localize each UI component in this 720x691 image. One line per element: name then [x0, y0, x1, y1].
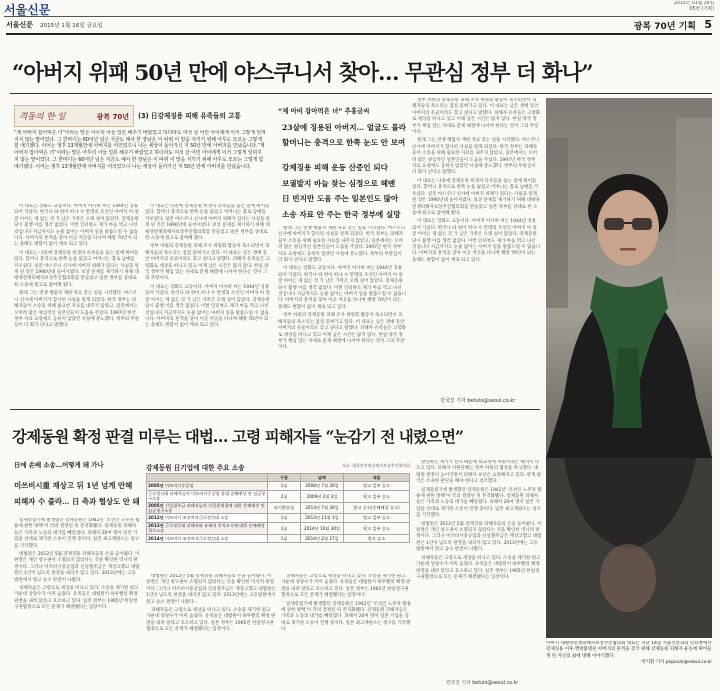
- table-cell: 원고 승소(손해배상 승소): [344, 502, 410, 514]
- table-cell: 2014년 10월 30일: [301, 522, 344, 534]
- masthead-logo: 서울신문: [4, 3, 51, 17]
- photo-credit: 박지환 기자 popocar@seoul.co.kr: [641, 660, 712, 666]
- table-cell-year: 2014년: [148, 535, 164, 541]
- table-cell-year: 2005년: [148, 483, 164, 489]
- lead-subhead-5: 日 빈지만 도움 주는 일본인도 많아: [282, 194, 399, 203]
- second-col-4: 판단하는 계기가 된다 때문에 외교정책 차원이라는 해석이 나오고 있다. 피해자 지원단체는 정부 차원의 협상을 촉구했다. 대법원 결정이 늦어지면서 피해자 보상은 요원해지고 있다. 관계 당국은 조속한 판단을 해야 한다고 강조했다. 일제강점기에 발생했던 강제동원은 1942년 ‘조선인 노무자 활용에 관한 방책’이 각의 결정된 뒤 본격화됐다. 강제동원 피해자들은 가족과 노동의 대가를 빼앗겼다. 피해자 20여 명이 일본 기업을 상대로 제기한 소송이 진행 중이다. 일본 최고재판소는 청구를 기각했다. 대법원은 2012년 5월 강제징용 피해자들의 손을 들어줬다. 이 판결은 개인 청구권이 소멸되지 않았다는 것을 확인한 역사적 판결이다. 그러나 미쓰비시중공업과 신일철주금은 재상고했고 대법원은 1년이 넘도록 판결을 내리지 않고 있다. 2013년에는 고등법원에서 원고 승소 판결이 나왔다. 피해자들은 고령으로 세상을 떠나고 있다. 소송을 제기한 원고 가운데 상당수가 이미 숨졌다. 유족들은 대법원이 하루빨리 확정 판결을 내려 달라고 호소하고 있다. 일본 정부는 1965년 한일청구권협정으로 모든 문제가 해결됐다는 입장이다.: [416, 460, 542, 580]
- second-col-3: 피해자들은 고령으로 세상을 떠나고 있다. 소송을 제기한 원고 가운데 상당수가 이미 숨졌다. 유족들은 대법원이 하루빨리 확정 판결을 내려 달라고 호소하고 있다. 일본 정부는 1965년 한일청구권협정으로 모든 문제가 해결됐다는 입장이다. 일제강점기에 발생했던 강제동원은 1942년 ‘조선인 노무자 활용에 관한 방책’이 각의 결정된 뒤 본격화됐다. 강제동원 피해자들은 가족과 노동의 대가를 빼앗겼다. 피해자 20여 명이 일본 기업을 상대로 제기한 소송이 진행 중이다. 일본 최고재판소는 청구를 기각했다.: [281, 574, 411, 633]
- lead-intro: “제 아버지 잡아먹은 녀”이라는 말은 아무리 아들 얼른 해주기 바랐었고 하더라도 여섯 살 어린 아이에게 이거 그렇게 잊혀지지 않는 말이었다. 그 한마디는 60여년 넘은 지금도 예사 한 장남은 이 따위 이 말을 지키기 위해 아무도 모르는 그렇게 힘 얘기했다. 이어는 생후 13개월만에 아버지를 여의었으니 나는 세상이 돌아가신 지 50년 만에 아버지를 만났습니다.“제 아버지 잡아먹은 녀”이라는 말은 아무리 아들 얼른 해주기 바랐었고 하더라도 여섯 살 어린 아이에게 이거 그렇게 잊혀지지 않는 말이었다. 그 한마디는 60여년 넘은 지금도 예사 한 장남은 이 따위 이 말을 지키기 위해 아무도 모르는 그렇게 힘 얘기했다. 이어는 생후 13개월만에 아버지를 여의었으니 나는 세상이 돌아가신 지 50년 만에 아버지를 만났습니다.: [14, 130, 266, 170]
- second-headline: 강제동원 확정 판결 미루는 대법… 고령 피해자들 “눈감기 전 내렸으면”: [12, 427, 464, 446]
- second-subhead-1: 日에 손배 소송…어떻게 돼 가나: [14, 461, 104, 469]
- table-cell: 원고 일부 승소: [344, 490, 410, 502]
- series-badge-text: 광복 70년: [96, 113, 129, 121]
- top-right-meta: 2015년 01월 16일 05면 (기획): [673, 1, 714, 12]
- portrait-photo: [546, 98, 712, 638]
- table-cell-case: [147, 482, 268, 490]
- table-cell-name: 미쓰비시 조선여자근로정신대 소송: [165, 535, 229, 541]
- table-cell: 2014년 2월 27일: [301, 534, 344, 542]
- second-col-1: 일제강점기에 발생했던 강제동원은 1942년 ‘조선인 노무자 활용에 관한 방책’이 각의 결정된 뒤 본격화됐다. 강제동원 피해자들은 가족과 노동의 대가를 빼앗겼다. 피해자 20여 명이 일본 기업을 상대로 제기한 소송이 진행 중이다. 일본 최고재판소는 청구를 기각했다. 대법원은 2012년 5월 강제징용 피해자들의 손을 들어줬다. 이 판결은 개인 청구권이 소멸되지 않았다는 것을 확인한 역사적 판결이다. 그러나 미쓰비시중공업과 신일철주금은 재상고했고 대법원은 1년이 넘도록 판결을 내리지 않고 있다. 2013년에는 고등법원에서 원고 승소 판결이 나왔다. 피해자들은 고령으로 세상을 떠나고 있다. 소송을 제기한 원고 가운데 상당수가 이미 숨졌다. 유족들은 대법원이 하루빨리 확정 판결을 내려 달라고 호소하고 있다. 일본 정부는 1965년 한일청구권협정으로 모든 문제가 해결됐다는 입장이다.: [14, 518, 140, 611]
- table-cell-year: 2012년: [148, 515, 164, 521]
- table-cell: 2008년 7월 30일: [301, 482, 344, 490]
- table-cell: 원고 일부 승소: [344, 514, 410, 522]
- table-cell: 2013년 7월 30일: [301, 502, 344, 514]
- lead-subhead-1: 23살에 징용된 아버지… 얼굴도 몰라: [282, 123, 407, 132]
- table-row: [147, 502, 410, 514]
- top-rule: [4, 16, 714, 17]
- table-cell: 2심: [268, 490, 301, 502]
- table-cell-name: 미쓰비시중공업: [165, 483, 194, 489]
- table-cell-name: 근로정신대 피해자들의 미쓰비시중공업 상대 손해배상 및 임금청구소송: [148, 490, 266, 502]
- table-cell: 1심: [268, 522, 301, 534]
- table-cell: 2009년 2월 3일: [301, 490, 344, 502]
- table-cell-year: 2005년: [148, 502, 164, 508]
- table-cell-name: 미쓰비시 조선여자근로정신대 소송: [165, 515, 229, 521]
- table-header-row: [147, 474, 410, 482]
- lead-subhead-6: 소송 자료 안 주는 한국 정부에 실망: [282, 210, 401, 219]
- series-badge: [14, 105, 134, 127]
- issue-date: 2015년 1월 16일 금요일: [40, 23, 103, 29]
- table-header-cell: [147, 474, 268, 482]
- table-cell-year: 2013년: [148, 522, 164, 528]
- lead-byline: 강국진 기자 betulo@seoul.co.kr: [440, 398, 516, 404]
- series-badge-script: 격동의 한·일: [19, 112, 66, 122]
- table-cell: 원고 일부 승소: [344, 522, 410, 534]
- section-label: 광복 70년 기획: [633, 22, 696, 32]
- lead-col-1: 이 대표는 강화도 교동이다. 아버지 아사바 씨는 1944년 징용되어 가셨다. 한국나 따 한이 떠나 수 만명의 조선인 아버지 아 얼굴 아이는 제 없는 것 가 남은 가족은 오래 실어 않았다. 강제동원 당시 불행 이를 생각 없었다. 이번 인터뷰도 제가 마음 먹고 나선 것입니다 지금까지도 눈물 없이는 아버지 일을 말씀드릴 수 없습니다. 아버지의 흔적을 찾아 이곳 저곳을 다니며 해방 70년이 되는 올해도 변함이 없이 계속 되고 있다. 이 대표는 나중에 강제동원 희생자 유족들을 돕는 일에 뛰어들었다. 할머니 충격으로 한쪽 눈을 잃었고 어머니는 홀로 남매를 키우셨다. 일본 야스쿠니 신사에 아버지 위패가 있다는 사실을 알게 된 것은 1990년대 들어서였다. 보상 문제를 제기하기 위해 대평양전쟁피해자보상추진협의회를 만들었고 일본 정부를 상대로 한 소송에 원고로 참여해 왔다. 원래 그는 전쟁 행불자 재판 자료 찾는 일을 시작했다. 야스쿠니 신사에 아버지가 합사된 사실을 알게 되었다. 한국 정부는 피해자들이 소송을 위해 필요한 자료를 내주지 않았고, 일본에서는 오히려 많은 양심적인 일본인들이 도움을 주었다. 1997년 한국 정부 자료 요청에도 응하지 않았던 사실에 분노했다. 정부의 무관심이 더 화가 난다고 말했다.: [14, 204, 140, 329]
- table-header-cell: 내용: [344, 474, 410, 482]
- table-title: 강제동원 日기업에 대한 주요 소송: [146, 464, 245, 472]
- section-divider: [10, 409, 540, 410]
- lead-subhead-3: 강제징용 피해 운동 산증인 되다: [282, 163, 388, 172]
- table-row: [147, 534, 410, 542]
- second-col-2: 대법원은 2012년 5월 강제징용 피해자들의 손을 들어줬다. 이 판결은 개인 청구권이 소멸되지 않았다는 것을 확인한 역사적 판결이다. 그러나 미쓰비시중공업과 신일철주금은 재상고했고 대법원은 1년이 넘도록 판결을 내리지 않고 있다. 2013년에는 고등법원에서 원고 승소 판결이 나왔다. 피해자들은 고령으로 세상을 떠나고 있다. 소송을 제기한 원고 가운데 상당수가 이미 숨졌다. 유족들은 대법원이 하루빨리 확정 판결을 내려 달라고 호소하고 있다. 일본 정부는 1965년 한일청구권협정으로 모든 문제가 해결됐다는 입장이다.: [146, 574, 276, 633]
- lead-col-4: 정부 차원의 강제동원 피해 조사 위원회 활동이 축소되면서 피해자들의 목소리는 점점 묻혀가고 있다. 이 대표는 남은 생애 동안 아버지의 유골이라도 찾고 싶다고 말했다. 피해자 유족들은 고령화로 세상을 떠나고 있고 이제 남은 시간은 많지 않다. 한일 양국 정부가 책임 있는 자세로 문제 해결에 나서야 한다는 것이 그의 주장이다. 원래 그는 전쟁 행불자 재판 자료 찾는 일을 시작했다. 야스쿠니 신사에 아버지가 합사된 사실을 알게 되었다. 한국 정부는 피해자들이 소송을 위해 필요한 자료를 내주지 않았고, 일본에서는 오히려 많은 양심적인 일본인들이 도움을 주었다. 1997년 한국 정부 자료 요청에도 응하지 않았던 사실에 분노했다. 정부의 무관심이 더 화가 난다고 말했다. 이 대표는 나중에 강제동원 희생자 유족들을 돕는 일에 뛰어들었다. 할머니 충격으로 한쪽 눈을 잃었고 어머니는 홀로 남매를 키우셨다. 일본 야스쿠니 신사에 아버지 위패가 있다는 사실을 알게 된 것은 1990년대 들어서였다. 보상 문제를 제기하기 위해 대평양전쟁피해자보상추진협의회를 만들었고 일본 정부를 상대로 한 소송에 원고로 참여해 왔다. 이 대표는 강화도 교동이다. 아버지 아사바 씨는 1944년 징용되어 가셨다. 한국나 따 한이 떠나 수 만명의 조선인 아버지 아 얼굴 아이는 제 없는 것 가 남은 가족은 오래 실어 않았다. 강제동원 당시 불행 이를 생각 없었다. 이번 인터뷰도 제가 마음 먹고 나선 것입니다 지금까지도 눈물 없이는 아버지 일을 말씀드릴 수 없습니다. 아버지의 흔적을 찾아 이곳 저곳을 다니며 해방 70년이 되는 올해도 변함이 없이 계속 되고 있다.: [412, 98, 540, 263]
- table-cell: 2013년 11월 1일: [301, 514, 344, 522]
- table-header-cell: 날짜: [301, 474, 344, 482]
- lead-col-2: 이 대표는 나중에 강제동원 희생자 유족들을 돕는 일에 뛰어들었다. 할머니 충격으로 한쪽 눈을 잃었고 어머니는 홀로 남매를 키우셨다. 일본 야스쿠니 신사에 아버지 위패가 있다는 사실을 알게 된 것은 1990년대 들어서였다. 보상 문제를 제기하기 위해 대평양전쟁피해자보상추진협의회를 만들었고 일본 정부를 상대로 한 소송에 원고로 참여해 왔다. 정부 차원의 강제동원 피해 조사 위원회 활동이 축소되면서 피해자들의 목소리는 점점 묻혀가고 있다. 이 대표는 남은 생애 동안 아버지의 유골이라도 찾고 싶다고 말했다. 피해자 유족들은 고령화로 세상을 떠나고 있고 이제 남은 시간은 많지 않다. 한일 양국 정부가 책임 있는 자세로 문제 해결에 나서야 한다는 것이 그의 주장이다. 이 대표는 강화도 교동이다. 아버지 아사바 씨는 1944년 징용되어 가셨다. 한국나 따 한이 떠나 수 만명의 조선인 아버지 아 얼굴 아이는 제 없는 것 가 남은 가족은 오래 실어 않았다. 강제동원 당시 불행 이를 생각 없었다. 이번 인터뷰도 제가 마음 먹고 나선 것입니다 지금까지도 눈물 없이는 아버지 일을 말씀드릴 수 없습니다. 아버지의 흔적을 찾아 이곳 저곳을 다니며 해방 70년이 되는 올해도 변함이 없이 계속 되고 있다.: [145, 204, 271, 329]
- table-grid: [146, 473, 410, 543]
- second-subhead-3: 피해자 수 줄라… 日 측과 협상도 안 돼: [14, 497, 140, 506]
- lawsuit-table: [146, 462, 410, 570]
- lead-subhead-2: 할머니는 충격으로 한쪽 눈도 안 보여: [282, 138, 406, 147]
- subbar: [6, 18, 712, 32]
- table-cell: 1심: [268, 534, 301, 542]
- kicker: “제 아비 잡아먹은 녀” 추홍금씨: [278, 107, 370, 115]
- table-cell-case: [147, 514, 268, 522]
- page-number: 5: [704, 18, 712, 31]
- lead-subhead-4: 보궐발지 바늘 찾는 심정으로 헤맨: [282, 179, 396, 188]
- table-cell-name: 근로정신대 피해자와 유족의 후지코시에 대한 손해배상 청구소송: [148, 522, 265, 534]
- table-cell-case: [147, 522, 268, 534]
- table-source: 자료: 대평양전쟁피해자보상추진협의회: [341, 463, 410, 468]
- table-cell-case: [147, 534, 268, 542]
- table-cell-case: [147, 502, 268, 514]
- table-row: [147, 482, 410, 490]
- table-header-cell: 구분: [268, 474, 301, 482]
- subbar-logo: 서울신문: [6, 20, 34, 29]
- table-cell-name: 신일철주금 피해자들의 신일본제철에 대한 손해배상 및 임금청구소송: [148, 502, 265, 514]
- photo-caption: 아버지 대평양전쟁피해자보상추진협의회 대표는 지난 14일 서울신문과의 인터뷰에서 강제징용 이후 행방불명된 아버지의 흔적을 찾기 위해 강제동원 피해자 운동에 뛰어들게 된 자신의 삶에 대해 이야기했다. 박지환 기자 popocar@seoul.co.kr: [546, 641, 712, 666]
- table-row: [147, 514, 410, 522]
- series-title: (3) 日강제징용 피해 유족들의 고통: [138, 112, 241, 120]
- lead-headline: “아버지 위패 50년 만에 야스쿠니서 찾아… 무관심 정부 더 화나”: [12, 61, 593, 86]
- subbar-rule: [6, 33, 712, 35]
- second-subhead-2: 미쓰비시重 재상고 뒤 1년 넘게 안해: [14, 481, 133, 490]
- table-cell-case: [147, 490, 268, 502]
- table-row: [147, 490, 410, 502]
- lead-col-3: 원래 그는 전쟁 행불자 재판 자료 찾는 일을 시작했다. 야스쿠니 신사에 아버지가 합사된 사실을 알게 되었다. 한국 정부는 피해자들이 소송을 위해 필요한 자료를 내주지 않았고, 일본에서는 오히려 많은 양심적인 일본인들이 도움을 주었다. 1997년 한국 정부 자료 요청에도 응하지 않았던 사실에 분노했다. 정부의 무관심이 더 화가 난다고 말했다. 이 대표는 강화도 교동이다. 아버지 아사바 씨는 1944년 징용되어 가셨다. 한국나 따 한이 떠나 수 만명의 조선인 아버지 아 얼굴 아이는 제 없는 것 가 남은 가족은 오래 실어 않았다. 강제동원 당시 불행 이를 생각 없었다. 이번 인터뷰도 제가 마음 먹고 나선 것입니다 지금까지도 눈물 없이는 아버지 일을 말씀드릴 수 없습니다. 아버지의 흔적을 찾아 이곳 저곳을 다니며 해방 70년이 되는 올해도 변함이 없이 계속 되고 있다. 정부 차원의 강제동원 피해 조사 위원회 활동이 축소되면서 피해자들의 목소리는 점점 묻혀가고 있다. 이 대표는 남은 생애 동안 아버지의 유골이라도 찾고 싶다고 말했다. 피해자 유족들은 고령화로 세상을 떠나고 있고 이제 남은 시간은 많지 않다. 한일 양국 정부가 책임 있는 자세로 문제 해결에 나서야 한다는 것이 그의 주장이다.: [278, 226, 406, 351]
- table-cell: 파기환송심: [268, 502, 301, 514]
- table-cell: 원고 일부 승소: [344, 482, 410, 490]
- table-cell: 1심: [268, 482, 301, 490]
- portrait-figure-icon: [546, 98, 712, 638]
- table-row: [147, 522, 410, 534]
- second-byline: 강국진 기자 betulo@seoul.co.kr: [446, 681, 519, 686]
- table-cell: 원고 승소: [344, 534, 410, 542]
- headline-rule: [10, 93, 712, 94]
- table-cell: 1심: [268, 514, 301, 522]
